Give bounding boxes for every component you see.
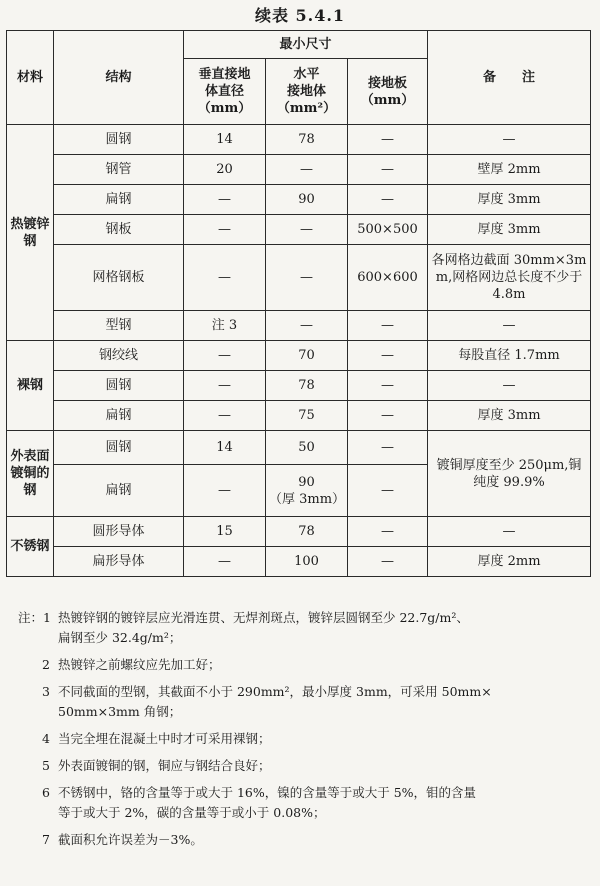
cell-horizontal: 78 xyxy=(266,517,348,547)
cell-vertical: — xyxy=(184,341,266,371)
cell-structure: 钢绞线 xyxy=(54,341,184,371)
note-item xyxy=(18,785,598,825)
cell-structure: 圆钢 xyxy=(54,125,184,155)
cell-vertical: — xyxy=(184,401,266,431)
material-bare: 裸钢 xyxy=(7,341,54,431)
table-row xyxy=(7,517,591,547)
note-number: 4 xyxy=(42,731,50,746)
cell-vertical: — xyxy=(184,185,266,215)
cell-horizontal: 90 （厚 3mm） xyxy=(266,465,348,517)
header-vertical xyxy=(184,59,266,125)
note-item xyxy=(18,758,598,778)
cell-plate: — xyxy=(348,465,428,517)
cell-plate: — xyxy=(348,125,428,155)
header-material: 材料 xyxy=(7,31,54,125)
cell-remarks: — xyxy=(428,371,591,401)
material-galvanized: 热镀锌钢 xyxy=(7,125,54,341)
cell-horizontal: 70 xyxy=(266,341,348,371)
cell-structure: 扁形导体 xyxy=(54,547,184,577)
cell-vertical: 20 xyxy=(184,155,266,185)
cell-plate: — xyxy=(348,401,428,431)
note-item xyxy=(18,731,598,751)
table-row xyxy=(7,125,591,155)
cell-vertical: 注 3 xyxy=(184,311,266,341)
table-row xyxy=(7,311,591,341)
cell-plate: — xyxy=(348,155,428,185)
header-row xyxy=(7,31,591,59)
cell-plate: — xyxy=(348,431,428,465)
cell-structure: 钢管 xyxy=(54,155,184,185)
table-row xyxy=(7,401,591,431)
note-number: 1 xyxy=(43,610,51,625)
table-row xyxy=(7,245,591,311)
note-line: 扁钢至少 32.4g/m²； xyxy=(58,630,182,645)
cell-horizontal: 75 xyxy=(266,401,348,431)
header-horizontal-line: （mm²） xyxy=(276,101,337,116)
header-min-size: 最小尺寸 xyxy=(184,31,428,59)
cell-remarks: 每股直径 1.7mm xyxy=(428,341,591,371)
cell-structure: 扁钢 xyxy=(54,465,184,517)
cell-horizontal: 50 xyxy=(266,431,348,465)
cell-plate: — xyxy=(348,341,428,371)
table-row xyxy=(7,371,591,401)
header-horizontal-line: 水平 xyxy=(293,67,320,82)
cell-horizontal: 78 xyxy=(266,371,348,401)
cell-horizontal: — xyxy=(266,245,348,311)
cell-plate: — xyxy=(348,311,428,341)
header-plate xyxy=(348,59,428,125)
cell-structure: 圆形导体 xyxy=(54,517,184,547)
cell-horizontal: — xyxy=(266,215,348,245)
notes xyxy=(18,610,598,859)
cell-remarks: — xyxy=(428,311,591,341)
cell-horizontal: — xyxy=(266,311,348,341)
cell-plate: — xyxy=(348,185,428,215)
header-horizontal-line: 接地体 xyxy=(286,84,326,99)
cell-remarks: — xyxy=(428,125,591,155)
cell-structure: 扁钢 xyxy=(54,185,184,215)
material-stainless: 不锈钢 xyxy=(7,517,54,577)
cell-vertical: — xyxy=(184,371,266,401)
note-line: 外表面镀铜的钢，铜应与钢结合良好； xyxy=(58,758,271,773)
note-number: 7 xyxy=(42,832,50,847)
cell-remarks: 镀铜厚度至少 250μm,铜纯度 99.9% xyxy=(428,431,591,517)
cell-vertical: 14 xyxy=(184,125,266,155)
cell-horizontal: — xyxy=(266,155,348,185)
cell-structure: 扁钢 xyxy=(54,401,184,431)
cell-plate: — xyxy=(348,517,428,547)
header-remarks: 备 注 xyxy=(428,31,591,125)
cell-plate: 600×600 xyxy=(348,245,428,311)
cell-plate: — xyxy=(348,547,428,577)
note-number: 5 xyxy=(42,758,50,773)
cell-remarks: 各网格边截面 30mm×3mm,网格网边总长度不少于 4.8m xyxy=(428,245,591,311)
table-row xyxy=(7,547,591,577)
note-line: 热镀锌钢的镀锌层应光滑连贯、无焊剂斑点，镀锌层圆钢至少 22.7g/m²、 xyxy=(58,610,469,625)
cell-plate: 500×500 xyxy=(348,215,428,245)
note-item xyxy=(18,832,598,852)
table-title: 续表 5.4.1 xyxy=(254,6,346,25)
cell-horizontal: 90 xyxy=(266,185,348,215)
cell-structure: 网格钢板 xyxy=(54,245,184,311)
cell-vertical: 14 xyxy=(184,431,266,465)
table-row xyxy=(7,155,591,185)
note-item xyxy=(18,684,598,724)
note-number: 2 xyxy=(42,657,50,672)
cell-vertical: — xyxy=(184,215,266,245)
cell-structure: 型钢 xyxy=(54,311,184,341)
cell-horizontal: 78 xyxy=(266,125,348,155)
cell-vertical: 15 xyxy=(184,517,266,547)
material-copper-clad: 外表面镀铜的钢 xyxy=(7,431,54,517)
cell-remarks: 厚度 3mm xyxy=(428,185,591,215)
header-plate-line: （mm） xyxy=(360,92,415,108)
header-vertical-line: 垂直接地 xyxy=(198,67,251,82)
note-line: 50mm×3mm 角钢； xyxy=(58,704,182,719)
header-structure: 结构 xyxy=(54,31,184,125)
header-vertical-line: 体直径 xyxy=(204,84,244,99)
cell-structure: 钢板 xyxy=(54,215,184,245)
cell-remarks: 壁厚 2mm xyxy=(428,155,591,185)
cell-horizontal: 100 xyxy=(266,547,348,577)
cell-remarks: 厚度 2mm xyxy=(428,547,591,577)
cell-remarks: 厚度 3mm xyxy=(428,401,591,431)
note-number: 3 xyxy=(42,684,50,699)
spec-table xyxy=(6,30,591,577)
cell-vertical: — xyxy=(184,547,266,577)
header-vertical-line: （mm） xyxy=(197,101,252,116)
table-row xyxy=(7,215,591,245)
table-row xyxy=(7,341,591,371)
table-row xyxy=(7,185,591,215)
note-number: 6 xyxy=(42,785,50,800)
cell-vertical: — xyxy=(184,245,266,311)
note-line: 不锈钢中，铬的含量等于或大于 16%，镍的含量等于或大于 5%，钼的含量 xyxy=(58,785,477,800)
note-item xyxy=(18,657,598,677)
header-plate-line: 接地板 xyxy=(367,75,407,91)
cell-structure: 圆钢 xyxy=(54,371,184,401)
cell-vertical: — xyxy=(184,465,266,517)
cell-structure: 圆钢 xyxy=(54,431,184,465)
note-line: 截面积允许误差为－3%。 xyxy=(58,832,203,847)
table-row xyxy=(7,431,591,465)
note-line: 等于或大于 2%，碳的含量等于或小于 0.08%； xyxy=(58,805,326,820)
note-item xyxy=(18,610,598,650)
cell-plate: — xyxy=(348,371,428,401)
header-horizontal xyxy=(266,59,348,125)
cell-remarks: — xyxy=(428,517,591,547)
notes-label: 注： xyxy=(18,610,44,625)
cell-remarks: 厚度 3mm xyxy=(428,215,591,245)
note-line: 不同截面的型钢，其截面不小于 290mm²，最小厚度 3mm，可采用 50mm× xyxy=(58,684,492,699)
note-line: 当完全埋在混凝土中时才可采用裸钢； xyxy=(58,731,271,746)
note-line: 热镀锌之前螺纹应先加工好； xyxy=(58,657,221,672)
